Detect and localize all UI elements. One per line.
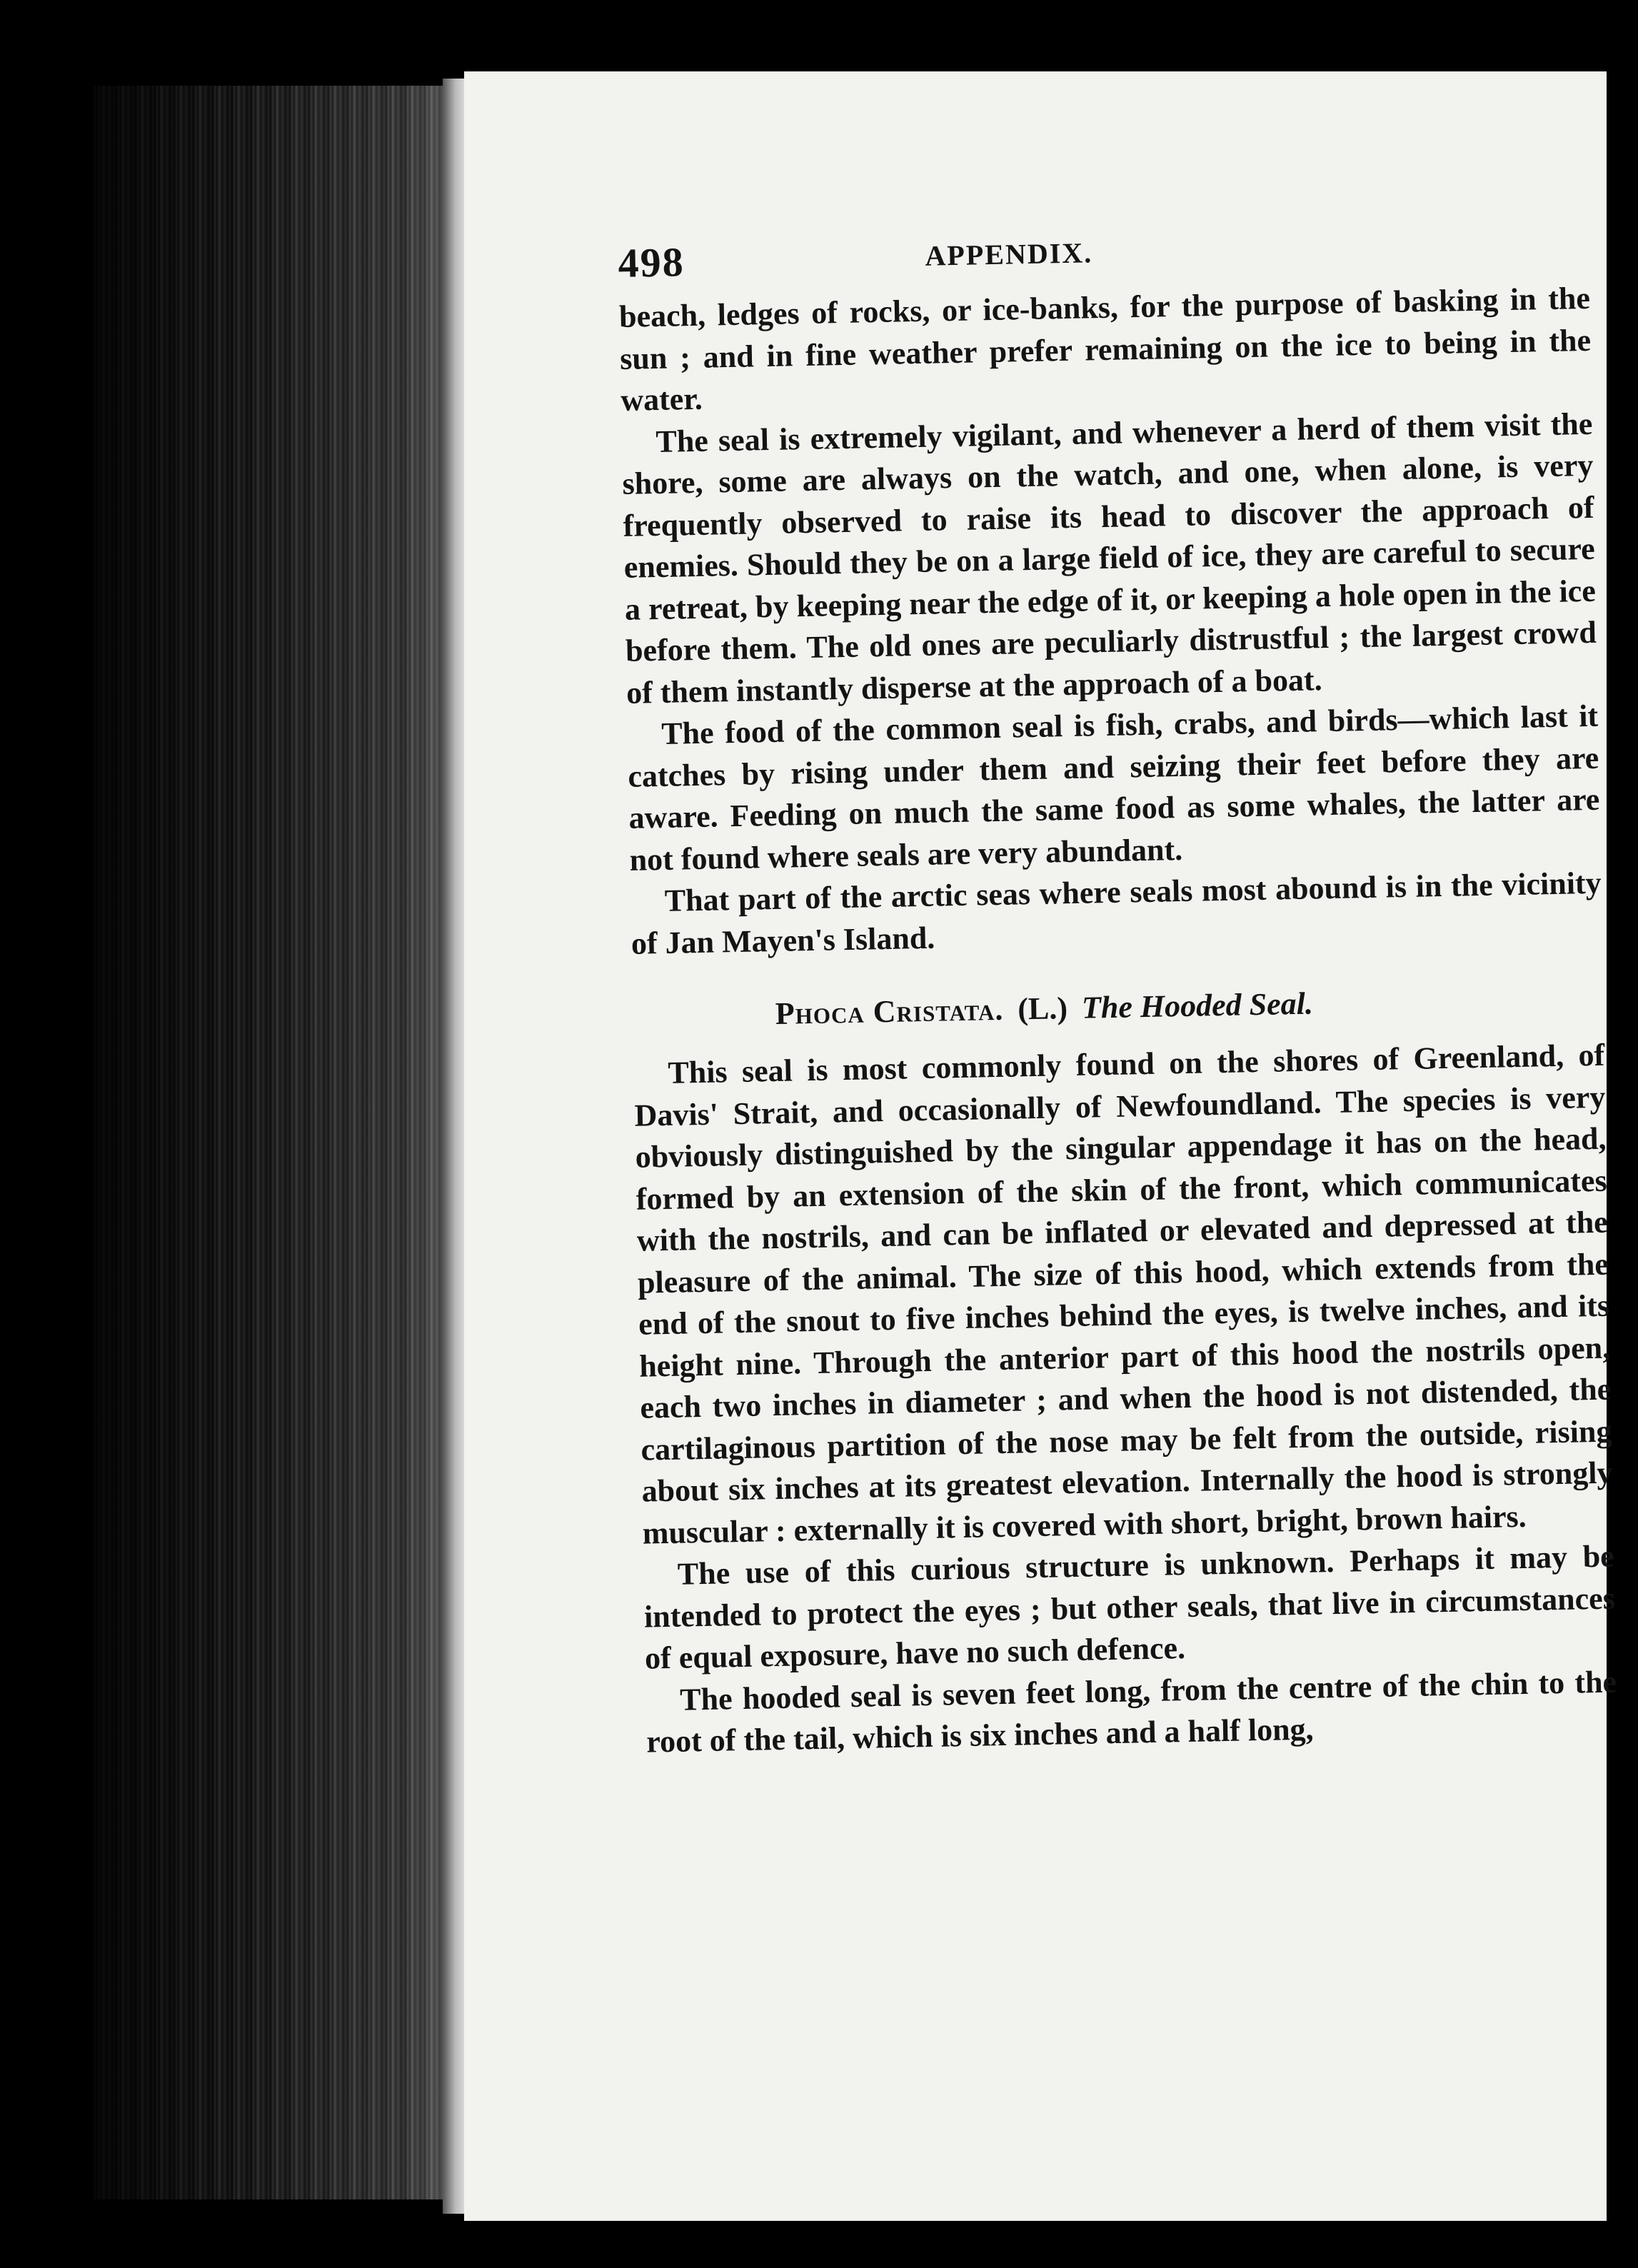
book-page-edges (93, 86, 457, 2199)
section-heading (632, 978, 1604, 1038)
book-page (464, 71, 1617, 2221)
body-text-bottom (633, 1035, 1618, 1763)
page-content (618, 221, 1618, 1763)
species-common-name: The Hooded Seal. (1081, 985, 1314, 1025)
paragraph-habitat: That part of the arctic seas where seals most abound is in the vicinity of Jan Mayen's Island. (630, 865, 1602, 961)
species-latin-name: Phoca Cristata. (775, 991, 1004, 1031)
paragraph-size: The hooded seal is seven feet long, from the centre of the chin to the root of the tail, which is six inches and a half long, (645, 1664, 1617, 1760)
paragraph-continuation: beach, ledges of rocks, or ice-banks, for the purpose of basking in the sun ; and in fine weather prefer remaining on the ice to being in the water. (618, 280, 1592, 418)
running-title: APPENDIX. (925, 236, 1093, 272)
paragraph-vigilance: The seal is extremely vigilant, and whenever a herd of them visit the shore, some are always on the watch, and one, when alone, is very frequently observed to raise its head to discover the approach of enemies. Should they be on a large field of ice, they are careful to secure a retreat, by keeping near the edge of it, or keeping a hole open in the ice before them. The old ones are peculiarly distrustful ; the largest crowd of them instantly disperse at the approach of a boat. (622, 406, 1597, 711)
species-authority: (L.) (1017, 990, 1068, 1027)
paragraph-food: The food of the common seal is fish, crabs, and birds—which last it catches by rising under them and seizing their feet before they are aware. Feeding on much the same food as some whales, the latter are not found where seals are very abundant. (627, 698, 1600, 878)
page-number: 498 (618, 239, 685, 286)
paragraph-description: This seal is most commonly found on the shores of Greenland, of Davis' Strait, and occasionally of Newfoundland. The species is very obviously distinguished by the singular appendage it has on the head, formed by an extension of the skin of the front, which communicates with the nostrils, and can be inflated or elevated and depressed at the pleasure of the animal. The size of this hood, which extends from the end of the snout to five inches behind the eyes, is twelve inches, and its height nine. Through the anterior part of this hood the nostrils open, each two inches in diameter ; and when the hood is not distended, the cartilaginous partition of the nose may be felt from the outside, rising about six inches at its greatest elevation. Internally the hood is strongly muscular : externally it is covered with short, bright, brown hairs. (634, 1037, 1613, 1551)
body-text-top (619, 278, 1603, 965)
paragraph-hood-use: The use of this curious structure is unknown. Perhaps it may be intended to protect the eyes ; but other seals, that live in circumstances of equal exposure, have no such defence. (643, 1538, 1616, 1676)
